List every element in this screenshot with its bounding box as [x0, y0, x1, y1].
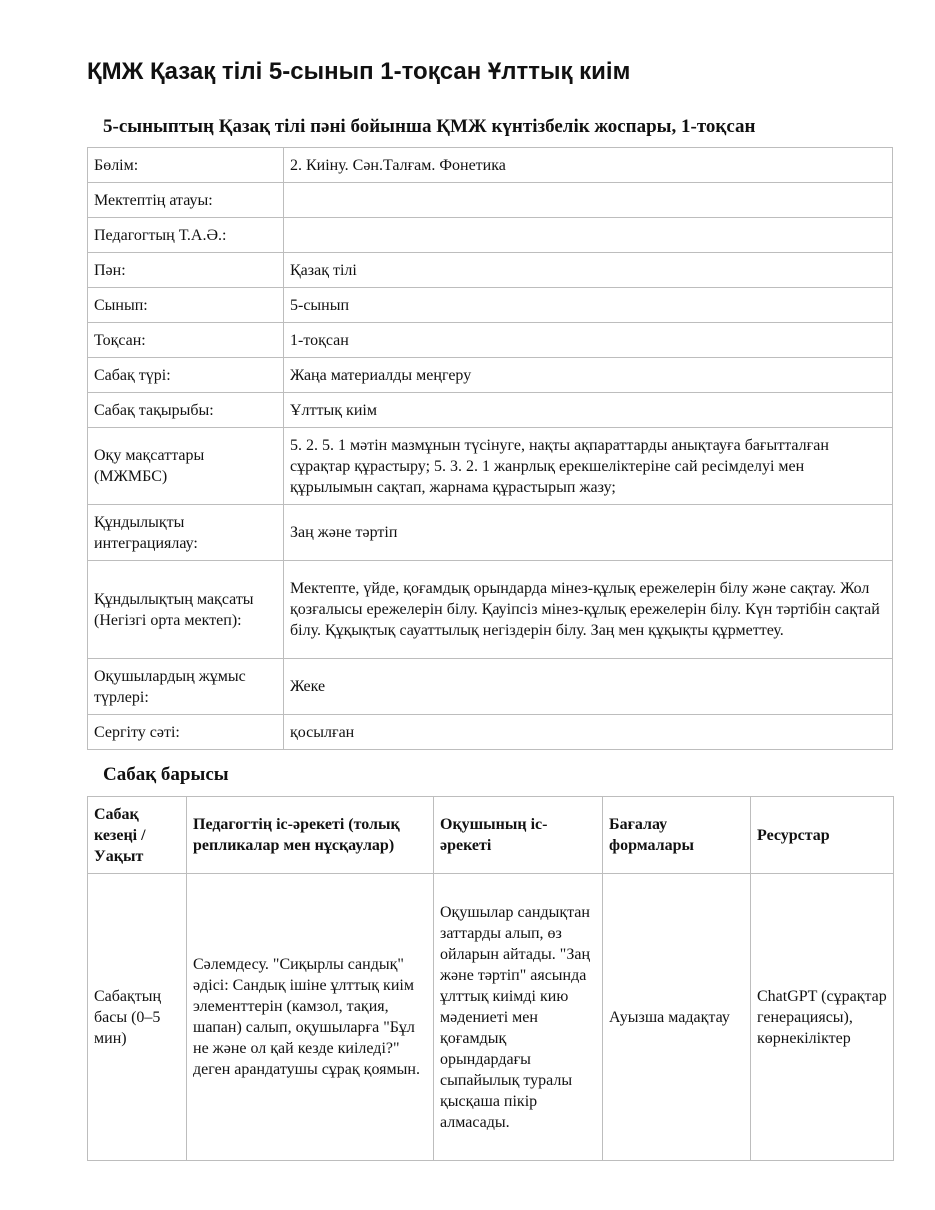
info-label: Оқу мақсаттары (МЖМБС) [88, 428, 284, 505]
info-label: Тоқсан: [88, 323, 284, 358]
table-row [88, 659, 893, 715]
teacher-activity-cell: Сәлемдесу. "Сиқырлы сандық" әдісі: Сандық ішіне ұлттық киім элементтерін (камзол, тақия, шапан) салып, оқушыларға "Бұл не және ол қай кезде киіледі?" деген арандатушы сұрақ қоямын. [187, 874, 434, 1161]
column-header: Бағалау формалары [603, 797, 751, 874]
column-header: Сабақ кезеңі / Уақыт [88, 797, 187, 874]
info-label: Сергіту сәті: [88, 715, 284, 750]
info-label: Оқушылардың жұмыс түрлері: [88, 659, 284, 715]
resources-cell: ChatGPT (сұрақтар генерациясы), көрнекіліктер [751, 874, 894, 1161]
info-value [284, 218, 893, 253]
column-header: Педагогтің іс-әрекеті (толық репликалар мен нұсқаулар) [187, 797, 434, 874]
info-value: Заң және тәртіп [284, 505, 893, 561]
info-label: Құндылықты интеграциялау: [88, 505, 284, 561]
lesson-stage-cell: Сабақтың басы (0–5 мин) [88, 874, 187, 1161]
info-value: 1-тоқсан [284, 323, 893, 358]
info-value: Жеке [284, 659, 893, 715]
info-label: Сынып: [88, 288, 284, 323]
info-label: Мектептің атауы: [88, 183, 284, 218]
plan-subtitle: 5-сыныптың Қазақ тілі пәні бойынша ҚМЖ күнтізбелік жоспары, 1-тоқсан [103, 116, 756, 137]
table-row [88, 253, 893, 288]
table-row [88, 393, 893, 428]
info-value: Мектепте, үйде, қоғамдық орындарда мінез-құлық ережелерін білу және сақтау. Жол қозғалысы ережелерін білу. Қауіпсіз мінез-құлық ережелерін білу. Күн тәртібін сақтай білу. Құқықтық сауаттылық негіздерін білу. Заң мен құқықты құрметтеу. [284, 561, 893, 659]
assessment-cell: Ауызша мадақтау [603, 874, 751, 1161]
table-row [88, 183, 893, 218]
table-row [88, 874, 894, 1161]
info-label: Сабақ түрі: [88, 358, 284, 393]
info-label: Пән: [88, 253, 284, 288]
info-label: Педагогтың Т.А.Ә.: [88, 218, 284, 253]
info-value: 2. Киіну. Сән.Талғам. Фонетика [284, 148, 893, 183]
column-header: Оқушының іс-әрекеті [434, 797, 603, 874]
info-value: 5-сынып [284, 288, 893, 323]
info-label: Бөлім: [88, 148, 284, 183]
lesson-progress-table [87, 796, 894, 1161]
info-value [284, 183, 893, 218]
table-row [88, 715, 893, 750]
table-row [88, 561, 893, 659]
info-value: Ұлттық киім [284, 393, 893, 428]
lesson-progress-heading: Сабақ барысы [103, 764, 229, 785]
table-row [88, 358, 893, 393]
info-value: Жаңа материалды меңгеру [284, 358, 893, 393]
table-row [88, 323, 893, 358]
lesson-info-table [87, 147, 893, 750]
table-row [88, 148, 893, 183]
document-title: ҚМЖ Қазақ тілі 5-сынып 1-тоқсан Ұлттық киім [87, 58, 631, 85]
info-value: қосылған [284, 715, 893, 750]
table-row [88, 428, 893, 505]
table-row [88, 218, 893, 253]
table-row [88, 505, 893, 561]
table-header-row [88, 797, 894, 874]
info-label: Құндылықтың мақсаты (Негізгі орта мектеп): [88, 561, 284, 659]
info-label: Сабақ тақырыбы: [88, 393, 284, 428]
info-value: Қазақ тілі [284, 253, 893, 288]
column-header: Ресурстар [751, 797, 894, 874]
student-activity-cell: Оқушылар сандықтан заттарды алып, өз ойларын айтады. "Заң және тәртіп" аясында ұлттық киімді кию мәдениеті мен қоғамдық орындардағы сыпайылық туралы қысқаша пікір алмасады. [434, 874, 603, 1161]
info-value: 5. 2. 5. 1 мәтін мазмұнын түсінуге, нақты ақпараттарды анықтауға бағытталған сұрақтар құрастыру; 5. 3. 2. 1 жанрлық ерекшеліктеріне сай ресімделуі мен құрылымын сақтап, жарнама құрастырып жазу; [284, 428, 893, 505]
table-row [88, 288, 893, 323]
